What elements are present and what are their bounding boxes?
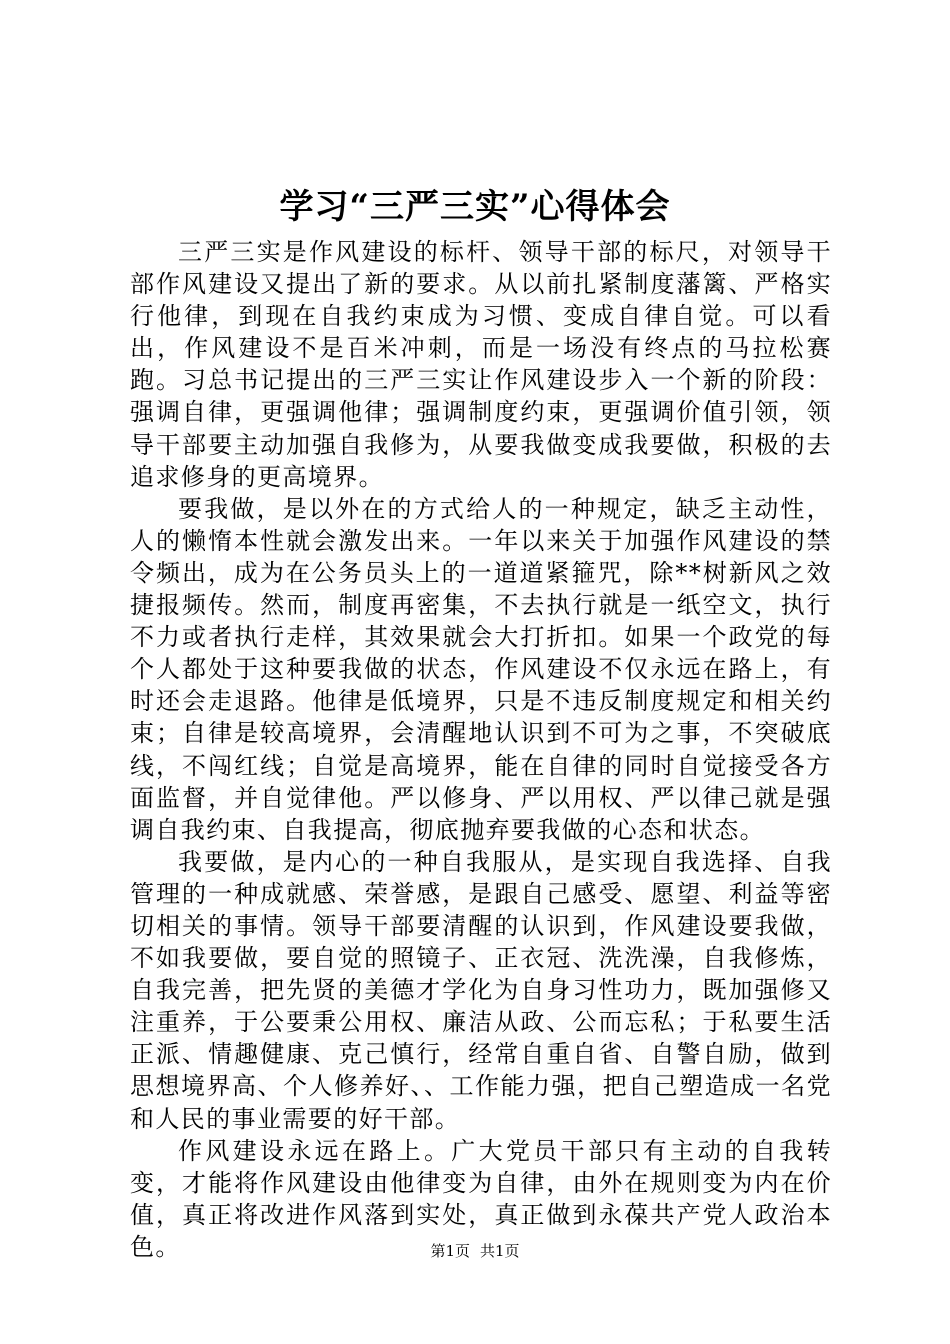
paragraph-4: 作风建设永远在路上。广大党员干部只有主动的自我转变，才能将作风建设由他律变为自律，由外在规则变为内在价值，真正将改进作风落到实处，真正做到永葆共产党人政治本色。 [130,1136,832,1261]
document-title: 学习“三严三实”心得体会 [279,187,671,227]
page-number: 第1页 [430,1242,470,1260]
document-body [130,236,832,1263]
paragraph-3: 我要做，是内心的一种自我服从，是实现自我选择、自我管理的一种成就感、荣誉感，是跟自己感受、愿望、利益等密切相关的事情。领导干部要清醒的认识到，作风建设要我做，不如我要做，要自觉的照镜子、正衣冠、洗洗澡，自我修炼，自我完善，把先贤的美德才学化为自身习性功力，既加强修又注重养，于公要秉公用权、廉洁从政、公而忘私；于私要生活正派、情趣健康、克己慎行，经常自重自省、自警自励，做到思想境界高、个人修养好、、工作能力强，把自己塑造成一名党和人民的事业需要的好干部。 [130,847,832,1133]
page-total: 共1页 [480,1242,520,1260]
paragraph-1: 三严三实是作风建设的标杆、领导干部的标尺，对领导干部作风建设又提出了新的要求。从以前扎紧制度藩篱、严格实行他律，到现在自我约束成为习惯、变成自律自觉。可以看出，作风建设不是百米冲刺，而是一场没有终点的马拉松赛跑。习总书记提出的三严三实让作风建设步入一个新的阶段：强调自律，更强调他律；强调制度约束，更强调价值引领，领导干部要主动加强自我修为，从要我做变成我要做，积极的去追求修身的更高境界。 [130,238,832,491]
page-footer [0,1240,950,1262]
paragraph-2: 要我做，是以外在的方式给人的一种规定，缺乏主动性，人的懒惰本性就会激发出来。一年以来关于加强作风建设的禁令频出，成为在公务员头上的一道道紧箍咒，除**树新风之效捷报频传。然而，制度再密集，不去执行就是一纸空文，执行不力或者执行走样，其效果就会大打折扣。如果一个政党的每个人都处于这种要我做的状态，作风建设不仅永远在路上，有时还会走退路。他律是低境界，只是不违反制度规定和相关约束；自律是较高境界，会清醒地认识到不可为之事，不突破底线，不闯红线；自觉是高境界，能在自律的同时自觉接受各方面监督，并自觉律他。严以修身、严以用权、严以律己就是强调自我约束、自我提高，彻底抛弃要我做的心态和状态。 [130,494,832,844]
